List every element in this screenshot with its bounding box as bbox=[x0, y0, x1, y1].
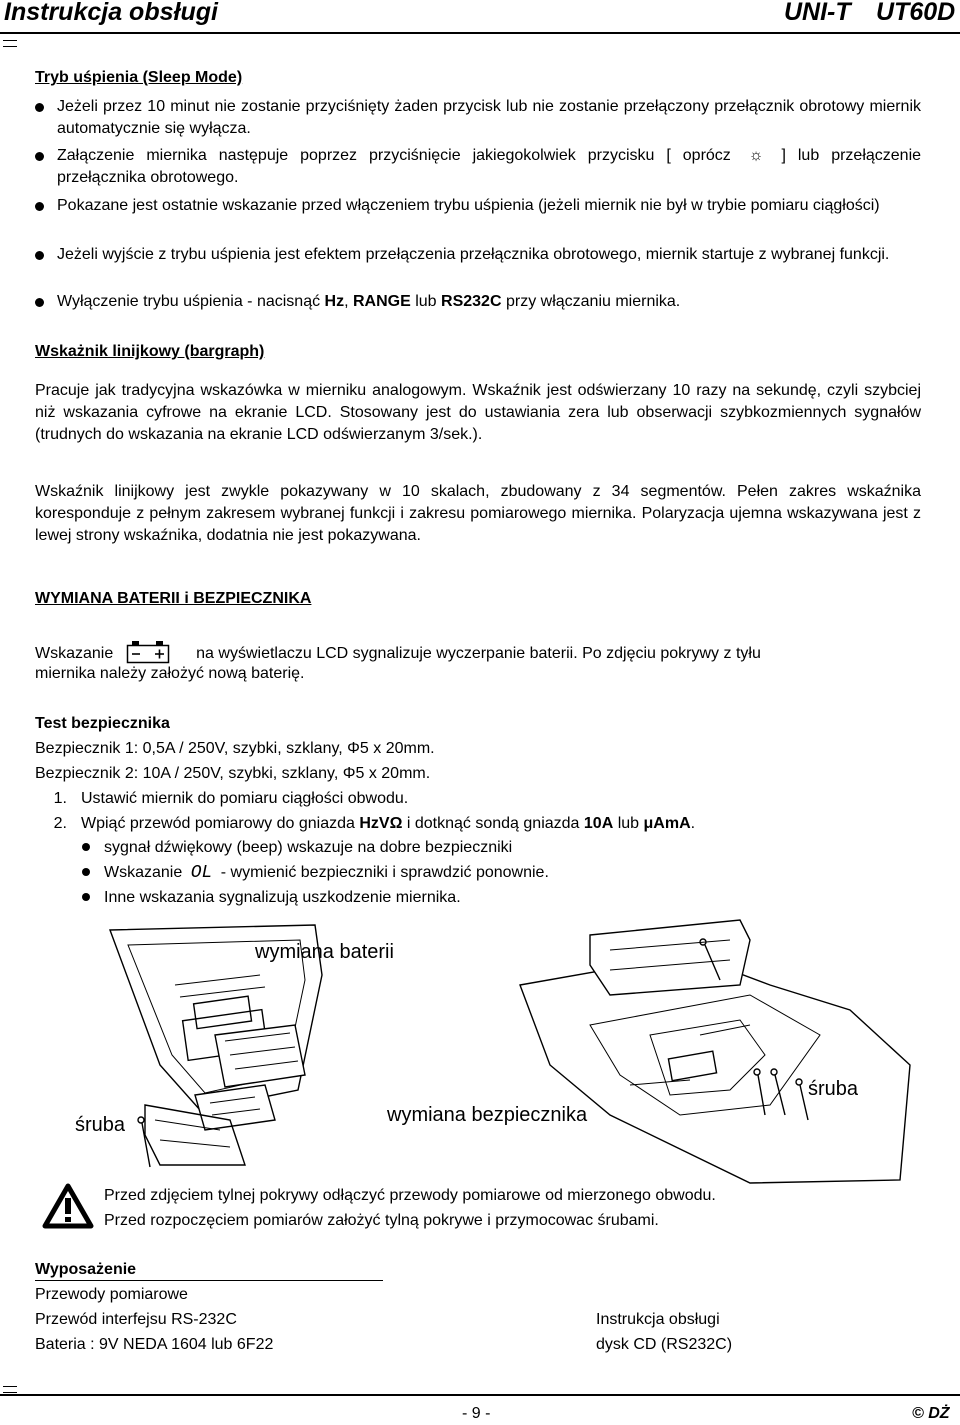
bullet-icon bbox=[82, 843, 90, 851]
fuse-step-1: 1. Ustawić miernik do pomiaru ciągłości obwodu. bbox=[53, 790, 409, 807]
page-number: - 9 - bbox=[462, 1405, 491, 1422]
bargraph-paragraph-2: Wskaźnik linijkowy jest zwykle pokazywany w 10 skalach, zbudowany z 34 segmentów. Pełen zakres wskaźnika koresponduje z pełnym zakresem wybranej funkcji i zakresu pomiarowego miernika. Polaryzacja ujemna wskazywana jest z lewej strony wskaźnika, dodatnia nie jest pokazywana. bbox=[35, 483, 921, 544]
document-title: Instrukcja obsługi bbox=[4, 0, 218, 26]
warning-line-2: Przed rozpoczęciem pomiarów założyć tylną pokrywe i przymocowac śrubami. bbox=[104, 1212, 659, 1229]
battery-icon bbox=[126, 640, 170, 664]
ol-indicator: OL bbox=[190, 863, 213, 883]
fuse-step-2: 2. Wpiąć przewód pomiarowy do gniazda HzVΩ i dotknąć sondą gniazda 10A lub μAmA. bbox=[53, 815, 696, 832]
header-mark bbox=[3, 40, 17, 47]
battery-heading: WYMIANA BATERII i BEZPIECZNIKA bbox=[35, 590, 312, 607]
screw-label-right: śruba bbox=[808, 1078, 859, 1100]
brand-name: UNI-T bbox=[784, 0, 851, 26]
equipment-item-3: Bateria : 9V NEDA 1604 lub 6F22 bbox=[35, 1336, 274, 1353]
battery-line-1: Wskazanie na wyświetlaczu LCD sygnalizuje wyczerpanie baterii. Po zdjęciu pokrywy z tyłu bbox=[35, 640, 761, 665]
equipment-item-2: Przewód interfejsu RS-232C bbox=[35, 1311, 237, 1328]
bargraph-heading: Wskażnik linijkowy (bargraph) bbox=[35, 343, 265, 360]
bullet-icon bbox=[35, 103, 44, 112]
bullet-icon bbox=[35, 251, 44, 260]
equipment-item-5: dysk CD (RS232C) bbox=[596, 1336, 733, 1353]
warning-line-1: Przed zdjęciem tylnej pokrywy odłączyć przewody pomiarowe od mierzonego obwodu. bbox=[104, 1187, 716, 1204]
header-rule bbox=[0, 32, 960, 34]
fuse-subbullet-3: Inne wskazania sygnalizują uszkodzenie miernika. bbox=[82, 887, 461, 909]
bullet-icon bbox=[82, 893, 90, 901]
screw-label-left: śruba bbox=[75, 1114, 126, 1136]
sleep-bullet-4 bbox=[35, 244, 921, 266]
bullet-text: Jeżeli przez 10 minut nie zostanie przyciśnięty żaden przycisk lub nie zostanie przełączony przełącznik obrotowy miernik automatycznie się wyłącza. bbox=[57, 98, 921, 137]
fuse-subbullet-1: sygnał dźwiękowy (beep) wskazuje na dobre bezpieczniki bbox=[82, 837, 512, 859]
sleep-heading: Tryb uśpienia (Sleep Mode) bbox=[35, 69, 243, 86]
bullet-text: Wyłączenie trybu uśpienia - nacisnąć Hz, RANGE lub RS232C przy włączaniu miernika. bbox=[57, 293, 681, 310]
fuse-subbullet-2: Wskazanie OL - wymienić bezpieczniki i sprawdzić ponownie. bbox=[82, 862, 549, 884]
warning-icon bbox=[42, 1183, 94, 1229]
equipment-heading: Wyposażenie bbox=[35, 1261, 137, 1278]
fuse-1-spec: Bezpiecznik 1: 0,5A / 250V, szybki, szklany, Φ5 x 20mm. bbox=[35, 740, 435, 757]
bargraph-paragraph-1: Pracuje jak tradycyjna wskazówka w mierniku analogowym. Wskaźnik jest odświerzany 10 razy na sekundę, czyli szybciej niż wskazania cyfrowe na ekranie LCD. Stosowany jest do ustawiania zera lub obserwacji szybkozmiennych sygnałów (trudnych do wskazania na ekranie LCD odświerzanym 3/sek.). bbox=[35, 382, 921, 443]
author-mark: © DŻ bbox=[912, 1405, 950, 1422]
sleep-bullet-2 bbox=[35, 145, 921, 189]
bullet-text: Jeżeli wyjście z trybu uśpienia jest efektem przełączenia przełącznika obrotowego, miernik startuje z wybranej funkcji. bbox=[57, 246, 890, 263]
fuse-heading: Test bezpiecznika bbox=[35, 715, 170, 732]
sleep-bullet-3 bbox=[35, 195, 921, 217]
battery-replacement-label: wymiana baterii bbox=[255, 941, 394, 963]
bullet-icon bbox=[35, 298, 44, 307]
light-symbol-icon: ☼ bbox=[748, 147, 764, 164]
model-name: UT60D bbox=[876, 0, 956, 26]
sleep-bullet-5 bbox=[35, 291, 921, 313]
footer-rule bbox=[0, 1394, 960, 1396]
fuse-2-spec: Bezpiecznik 2: 10A / 250V, szybki, szklany, Φ5 x 20mm. bbox=[35, 765, 431, 782]
bullet-icon bbox=[82, 868, 90, 876]
meter-disassembly-figure bbox=[50, 915, 930, 1185]
equipment-heading-rule bbox=[35, 1280, 383, 1281]
fuse-replacement-label: wymiana bezpiecznika bbox=[387, 1104, 588, 1126]
equipment-item-4: Instrukcja obsługi bbox=[596, 1311, 720, 1328]
bullet-text: Pokazane jest ostatnie wskazanie przed włączeniem trybu uśpienia (jeżeli miernik nie był w trybie pomiaru ciągłości) bbox=[57, 197, 880, 214]
sleep-bullet-1 bbox=[35, 96, 921, 140]
footer-mark bbox=[3, 1386, 17, 1393]
bullet-text: Załączenie miernika następuje poprzez przyciśnięcie jakiegokolwiek przycisku [ oprócz ☼ ] lub przełączenie przełącznika obrotowego. bbox=[57, 147, 922, 186]
equipment-item-1: Przewody pomiarowe bbox=[35, 1286, 188, 1303]
bullet-icon bbox=[35, 152, 44, 161]
battery-line-2: miernika należy założyć nową baterię. bbox=[35, 665, 305, 682]
bullet-icon bbox=[35, 202, 44, 211]
